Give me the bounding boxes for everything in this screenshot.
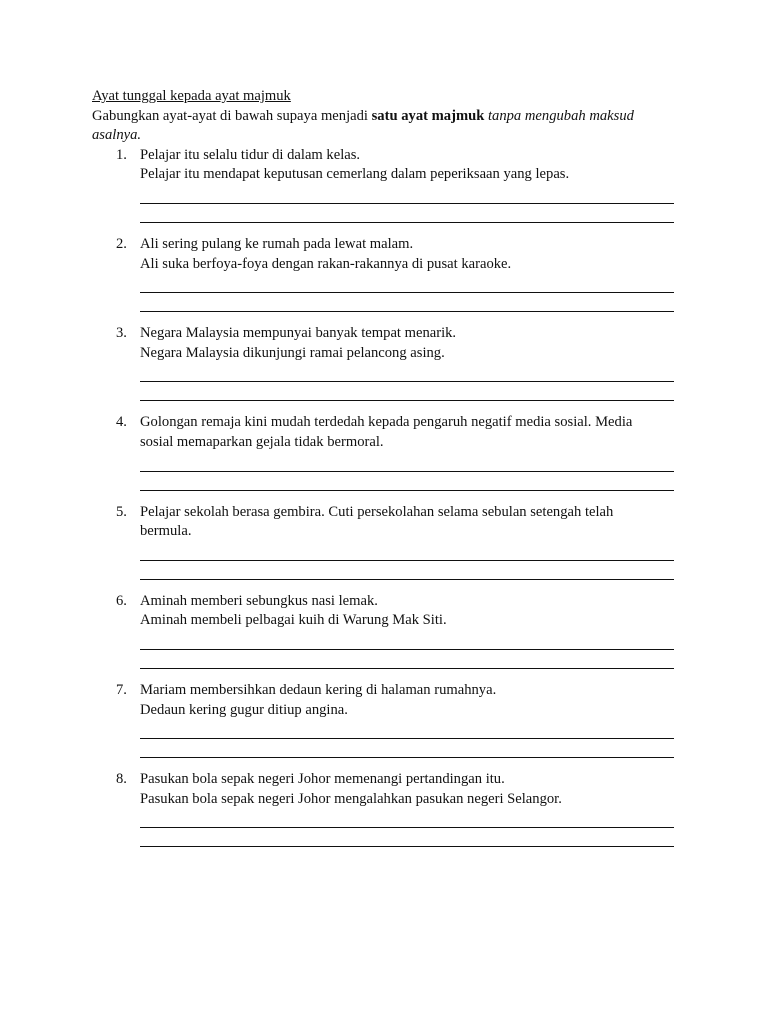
worksheet <box>92 87 678 859</box>
question-number: 4. <box>116 414 127 431</box>
answer-line[interactable] <box>140 453 674 472</box>
question-item <box>92 413 678 490</box>
answer-line[interactable] <box>140 542 674 561</box>
question-sentence-1: Aminah memberi sebungkus nasi lemak. <box>140 592 378 609</box>
answer-line[interactable] <box>140 650 674 669</box>
answer-line[interactable] <box>140 739 674 758</box>
answer-line[interactable] <box>140 828 674 847</box>
instruction-italic: tanpa mengubah maksud asalnya. <box>92 107 634 144</box>
question-sentence-1: Ali sering pulang ke rumah pada lewat malam. <box>140 235 414 252</box>
answer-line[interactable] <box>140 561 674 580</box>
answer-line[interactable] <box>140 720 674 739</box>
question-item <box>92 592 678 669</box>
question-sentence-1: Pelajar itu selalu tidur di dalam kelas. <box>140 146 361 163</box>
question-item <box>92 681 678 758</box>
question-sentence-2: bermula. <box>140 523 192 540</box>
answer-line[interactable] <box>140 472 674 491</box>
answer-line[interactable] <box>140 204 674 223</box>
question-sentence-1: Golongan remaja kini mudah terdedah kepada pengaruh negatif media sosial. Media <box>140 414 633 431</box>
question-sentence-1: Pasukan bola sepak negeri Johor memenangi pertandingan itu. <box>140 771 505 788</box>
question-sentence-1: Mariam membersihkan dedaun kering di halaman rumahnya. <box>140 681 497 698</box>
answer-line[interactable] <box>140 274 674 293</box>
question-number: 8. <box>116 771 127 788</box>
question-number: 7. <box>116 681 127 698</box>
question-number: 2. <box>116 235 127 252</box>
question-list <box>92 146 678 848</box>
question-item <box>92 235 678 312</box>
question-sentence-2: Dedaun kering gugur ditiup angina. <box>140 701 348 718</box>
question-item <box>92 770 678 847</box>
question-sentence-1: Negara Malaysia mempunyai banyak tempat menarik. <box>140 325 457 342</box>
answer-line[interactable] <box>140 363 674 382</box>
question-sentence-2: Pelajar itu mendapat keputusan cemerlang dalam peperiksaan yang lepas. <box>140 166 570 183</box>
question-sentence-1: Pelajar sekolah berasa gembira. Cuti persekolahan selama sebulan setengah telah <box>140 503 614 520</box>
question-sentence-2: Ali suka berfoya-foya dengan rakan-rakannya di pusat karaoke. <box>140 255 512 272</box>
question-item <box>92 503 678 580</box>
answer-line[interactable] <box>140 185 674 204</box>
question-number: 6. <box>116 592 127 609</box>
question-item <box>92 146 678 223</box>
question-sentence-2: Pasukan bola sepak negeri Johor mengalahkan pasukan negeri Selangor. <box>140 790 562 807</box>
question-item <box>92 324 678 401</box>
question-sentence-2: sosial memaparkan gejala tidak bermoral. <box>140 433 384 450</box>
question-number: 5. <box>116 503 127 520</box>
answer-line[interactable] <box>140 809 674 828</box>
question-number: 3. <box>116 325 127 342</box>
question-sentence-2: Aminah membeli pelbagai kuih di Warung Mak Siti. <box>140 612 447 629</box>
instruction-text <box>92 107 678 146</box>
question-number: 1. <box>116 146 127 163</box>
question-sentence-2: Negara Malaysia dikunjungi ramai pelancong asing. <box>140 344 445 361</box>
answer-line[interactable] <box>140 293 674 312</box>
answer-line[interactable] <box>140 382 674 401</box>
instruction-bold: satu ayat majmuk <box>371 107 485 124</box>
instruction-plain: Gabungkan ayat-ayat di bawah supaya menjadi <box>92 107 372 124</box>
answer-line[interactable] <box>140 631 674 650</box>
worksheet-title: Ayat tunggal kepada ayat majmuk <box>92 88 291 104</box>
